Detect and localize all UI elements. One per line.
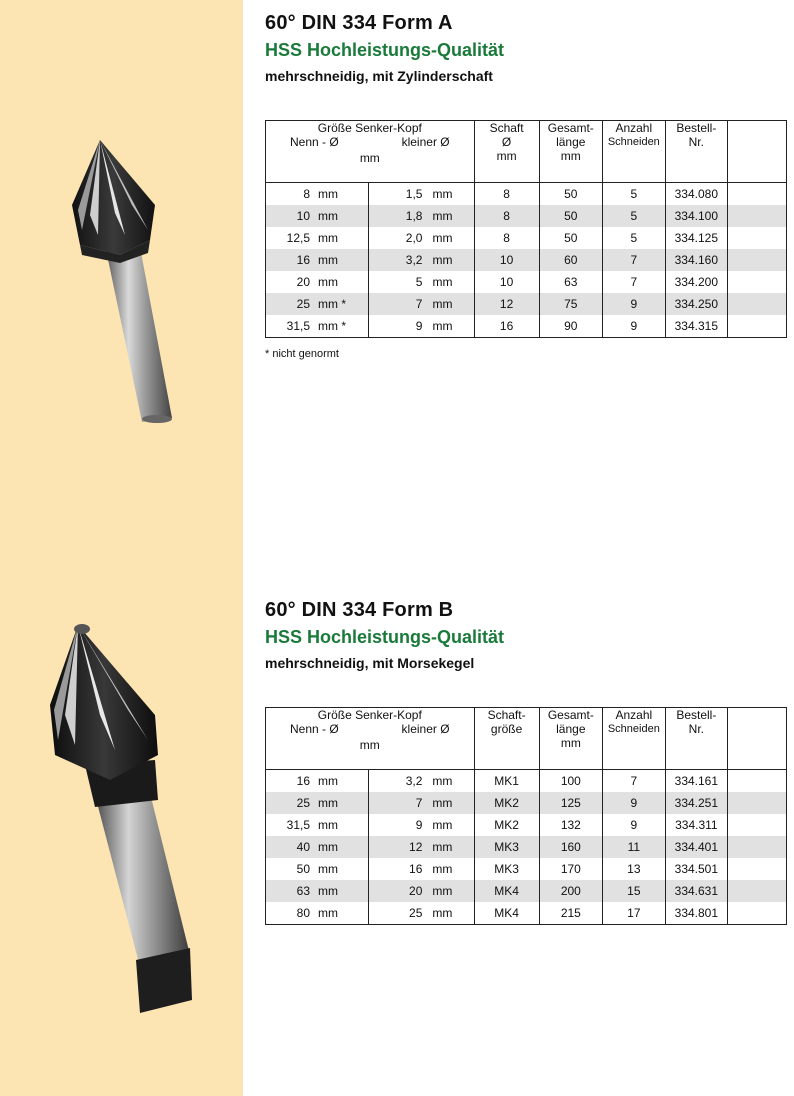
cell-order-number: 334.160 bbox=[665, 249, 727, 271]
cell-shaft: MK3 bbox=[474, 836, 539, 858]
header-order-l2: Nr. bbox=[688, 722, 705, 736]
header-nenn-label: Nenn - Ø bbox=[290, 135, 339, 149]
cell-length: 200 bbox=[539, 880, 602, 902]
nenn-value: 25 bbox=[296, 297, 310, 311]
cell-length: 90 bbox=[539, 315, 602, 338]
nenn-value: 10 bbox=[296, 209, 310, 223]
cell-shaft: 16 bbox=[474, 315, 539, 338]
cell-empty bbox=[728, 205, 787, 227]
cell-order-number: 334.125 bbox=[665, 227, 727, 249]
cell-shaft: 10 bbox=[474, 249, 539, 271]
header-order bbox=[665, 708, 727, 770]
nenn-unit: mm * bbox=[318, 297, 346, 311]
nenn-value: 20 bbox=[296, 275, 310, 289]
cell-count: 9 bbox=[603, 792, 666, 814]
kleiner-unit: mm bbox=[432, 275, 453, 289]
cell-shaft: 8 bbox=[474, 183, 539, 206]
section-form-b bbox=[265, 597, 790, 920]
header-empty bbox=[728, 708, 787, 770]
kleiner-unit: mm bbox=[432, 862, 453, 876]
kleiner-value: 2,0 bbox=[405, 231, 423, 245]
table-row bbox=[266, 315, 787, 338]
cell-kleiner bbox=[369, 902, 474, 925]
table-row bbox=[266, 271, 787, 293]
section-subtitle: HSS Hochleistungs-Qualität bbox=[265, 627, 505, 647]
cell-nenn bbox=[266, 315, 369, 338]
countersink-morse-taper-image bbox=[40, 615, 210, 1020]
nenn-unit: mm bbox=[318, 796, 338, 810]
cell-kleiner bbox=[369, 183, 474, 206]
nenn-unit: mm bbox=[318, 884, 338, 898]
cell-count: 9 bbox=[602, 315, 665, 338]
kleiner-unit: mm bbox=[432, 818, 453, 832]
nenn-unit: mm bbox=[318, 253, 338, 267]
header-empty bbox=[728, 121, 787, 183]
cell-nenn bbox=[266, 836, 369, 858]
header-count-l2: Schneiden bbox=[607, 136, 660, 148]
section-subtitle: HSS Hochleistungs-Qualität bbox=[265, 40, 505, 60]
table-row bbox=[266, 205, 787, 227]
cell-count: 9 bbox=[603, 814, 666, 836]
kleiner-value: 16 bbox=[409, 862, 423, 876]
cell-order-number: 334.250 bbox=[665, 293, 727, 315]
kleiner-unit: mm bbox=[432, 840, 453, 854]
nenn-value: 8 bbox=[303, 187, 310, 201]
table-row bbox=[266, 249, 787, 271]
kleiner-unit: mm bbox=[432, 319, 453, 333]
cell-nenn bbox=[266, 792, 369, 814]
header-kleiner-label: kleiner Ø bbox=[401, 722, 450, 736]
cell-length: 60 bbox=[539, 249, 602, 271]
header-shaft bbox=[474, 121, 539, 183]
cell-kleiner bbox=[369, 205, 474, 227]
cell-empty bbox=[728, 814, 787, 836]
kleiner-value: 3,2 bbox=[405, 774, 423, 788]
cell-kleiner bbox=[369, 858, 474, 880]
header-count bbox=[603, 708, 666, 770]
cell-length: 132 bbox=[539, 814, 602, 836]
header-length bbox=[539, 708, 602, 770]
cell-kleiner bbox=[369, 271, 474, 293]
cell-shaft: MK4 bbox=[474, 902, 539, 925]
nenn-unit: mm bbox=[318, 774, 338, 788]
cell-count: 5 bbox=[602, 227, 665, 249]
cell-order-number: 334.315 bbox=[665, 315, 727, 338]
footnote: * nicht genormt bbox=[265, 348, 339, 360]
cell-shaft: MK4 bbox=[474, 880, 539, 902]
nenn-value: 31,5 bbox=[286, 818, 310, 832]
cell-kleiner bbox=[369, 770, 474, 793]
section-description: mehrschneidig, mit Morsekegel bbox=[265, 655, 475, 671]
cell-length: 75 bbox=[539, 293, 602, 315]
cell-count: 15 bbox=[603, 880, 666, 902]
cell-empty bbox=[728, 902, 787, 925]
kleiner-value: 9 bbox=[415, 818, 423, 832]
cell-kleiner bbox=[369, 880, 474, 902]
cell-nenn bbox=[266, 205, 369, 227]
cell-empty bbox=[728, 271, 787, 293]
header-order-l2: Nr. bbox=[688, 135, 704, 149]
nenn-unit: mm bbox=[318, 275, 338, 289]
cell-length: 50 bbox=[539, 205, 602, 227]
cell-nenn bbox=[266, 902, 369, 925]
nenn-unit: mm bbox=[318, 818, 338, 832]
cell-nenn bbox=[266, 293, 369, 315]
kleiner-value: 7 bbox=[415, 796, 423, 810]
cell-length: 100 bbox=[539, 770, 602, 793]
table-body bbox=[266, 770, 787, 925]
cell-nenn bbox=[266, 770, 369, 793]
cell-kleiner bbox=[369, 792, 474, 814]
header-shaft-l2: Ø bbox=[501, 135, 512, 149]
kleiner-unit: mm bbox=[432, 253, 453, 267]
header-nenn-label: Nenn - Ø bbox=[290, 722, 339, 736]
header-shaft-l1: Schaft- bbox=[487, 708, 526, 722]
nenn-value: 63 bbox=[296, 884, 310, 898]
kleiner-unit: mm bbox=[432, 187, 453, 201]
cell-empty bbox=[728, 183, 787, 206]
cell-shaft: 10 bbox=[474, 271, 539, 293]
header-length-l2: länge bbox=[556, 722, 586, 736]
table-row bbox=[266, 227, 787, 249]
section-description: mehrschneidig, mit Zylinderschaft bbox=[265, 68, 493, 84]
kleiner-value: 20 bbox=[409, 884, 423, 898]
cell-nenn bbox=[266, 249, 369, 271]
cell-empty bbox=[728, 836, 787, 858]
header-shaft bbox=[474, 708, 539, 770]
cell-length: 160 bbox=[539, 836, 602, 858]
kleiner-value: 7 bbox=[415, 297, 423, 311]
header-size-unit: mm bbox=[359, 151, 380, 165]
cell-shaft: MK1 bbox=[474, 770, 539, 793]
cell-count: 5 bbox=[602, 205, 665, 227]
table-header-row bbox=[266, 121, 787, 183]
cell-length: 215 bbox=[539, 902, 602, 925]
cell-count: 13 bbox=[603, 858, 666, 880]
cell-count: 7 bbox=[603, 770, 666, 793]
cell-nenn bbox=[266, 183, 369, 206]
table-row bbox=[266, 293, 787, 315]
header-size-label: Größe Senker-Kopf bbox=[317, 121, 422, 135]
section-title: 60° DIN 334 Form A bbox=[265, 12, 453, 34]
cell-order-number: 334.311 bbox=[665, 814, 727, 836]
nenn-unit: mm bbox=[318, 862, 338, 876]
cell-shaft: MK3 bbox=[474, 858, 539, 880]
cell-empty bbox=[728, 249, 787, 271]
table-body bbox=[266, 183, 787, 338]
cell-count: 11 bbox=[603, 836, 666, 858]
header-count-l2: Schneiden bbox=[607, 723, 660, 735]
table-row bbox=[266, 858, 787, 880]
nenn-unit: mm * bbox=[318, 319, 346, 333]
kleiner-unit: mm bbox=[432, 231, 453, 245]
cell-empty bbox=[728, 315, 787, 338]
kleiner-value: 1,8 bbox=[405, 209, 423, 223]
header-size bbox=[266, 708, 475, 770]
cell-order-number: 334.100 bbox=[665, 205, 727, 227]
header-length-l2: länge bbox=[556, 135, 586, 149]
header-size-unit: mm bbox=[359, 738, 380, 752]
cell-nenn bbox=[266, 814, 369, 836]
cell-shaft: MK2 bbox=[474, 792, 539, 814]
header-shaft-l1: Schaft bbox=[489, 121, 524, 135]
nenn-value: 80 bbox=[296, 906, 310, 920]
header-count-l1: Anzahl bbox=[615, 708, 653, 722]
kleiner-value: 1,5 bbox=[405, 187, 423, 201]
cell-order-number: 334.401 bbox=[665, 836, 727, 858]
kleiner-value: 3,2 bbox=[405, 253, 423, 267]
kleiner-value: 5 bbox=[415, 275, 423, 289]
cell-order-number: 334.161 bbox=[665, 770, 727, 793]
cell-empty bbox=[728, 858, 787, 880]
nenn-value: 50 bbox=[296, 862, 310, 876]
cell-order-number: 334.801 bbox=[665, 902, 727, 925]
cell-count: 17 bbox=[603, 902, 666, 925]
cell-nenn bbox=[266, 227, 369, 249]
cell-order-number: 334.251 bbox=[665, 792, 727, 814]
cell-shaft: 8 bbox=[474, 227, 539, 249]
cell-order-number: 334.501 bbox=[665, 858, 727, 880]
cell-kleiner bbox=[369, 315, 474, 338]
cell-count: 9 bbox=[602, 293, 665, 315]
spec-table bbox=[265, 120, 787, 338]
table-row bbox=[266, 183, 787, 206]
cell-shaft: 8 bbox=[474, 205, 539, 227]
kleiner-value: 9 bbox=[415, 319, 423, 333]
cell-kleiner bbox=[369, 227, 474, 249]
cell-nenn bbox=[266, 271, 369, 293]
header-size-label: Größe Senker-Kopf bbox=[317, 708, 422, 722]
nenn-value: 12,5 bbox=[286, 231, 310, 245]
kleiner-unit: mm bbox=[432, 774, 453, 788]
kleiner-unit: mm bbox=[432, 884, 453, 898]
nenn-unit: mm bbox=[318, 209, 338, 223]
countersink-cylindrical-shank-image bbox=[70, 135, 180, 430]
cell-order-number: 334.080 bbox=[665, 183, 727, 206]
section-form-a bbox=[265, 10, 790, 333]
kleiner-unit: mm bbox=[432, 906, 453, 920]
section-title: 60° DIN 334 Form B bbox=[265, 599, 454, 621]
cell-kleiner bbox=[369, 814, 474, 836]
cell-length: 50 bbox=[539, 227, 602, 249]
cell-kleiner bbox=[369, 836, 474, 858]
nenn-value: 40 bbox=[296, 840, 310, 854]
cell-nenn bbox=[266, 858, 369, 880]
cell-length: 50 bbox=[539, 183, 602, 206]
cell-empty bbox=[728, 880, 787, 902]
cell-empty bbox=[728, 293, 787, 315]
table-row bbox=[266, 814, 787, 836]
cell-kleiner bbox=[369, 293, 474, 315]
cell-length: 125 bbox=[539, 792, 602, 814]
kleiner-value: 25 bbox=[409, 906, 423, 920]
header-kleiner-label: kleiner Ø bbox=[401, 135, 450, 149]
kleiner-value: 12 bbox=[409, 840, 423, 854]
kleiner-unit: mm bbox=[432, 209, 453, 223]
cell-shaft: 12 bbox=[474, 293, 539, 315]
table-row bbox=[266, 880, 787, 902]
cell-kleiner bbox=[369, 249, 474, 271]
cell-count: 5 bbox=[602, 183, 665, 206]
cell-nenn bbox=[266, 880, 369, 902]
cell-length: 170 bbox=[539, 858, 602, 880]
table-row bbox=[266, 902, 787, 925]
header-shaft-l2: größe bbox=[490, 722, 523, 736]
nenn-value: 25 bbox=[296, 796, 310, 810]
header-length-l3: mm bbox=[560, 736, 581, 750]
header-length-l3: mm bbox=[560, 149, 581, 163]
cell-empty bbox=[728, 792, 787, 814]
cell-order-number: 334.200 bbox=[665, 271, 727, 293]
header-order-l1: Bestell- bbox=[676, 121, 717, 135]
table-row bbox=[266, 836, 787, 858]
cell-empty bbox=[728, 770, 787, 793]
header-length bbox=[539, 121, 602, 183]
cell-empty bbox=[728, 227, 787, 249]
header-order-l1: Bestell- bbox=[676, 708, 717, 722]
header-size bbox=[266, 121, 475, 183]
header-length-l1: Gesamt- bbox=[547, 121, 594, 135]
nenn-unit: mm bbox=[318, 906, 338, 920]
cell-length: 63 bbox=[539, 271, 602, 293]
spec-table bbox=[265, 707, 787, 925]
header-count bbox=[602, 121, 665, 183]
kleiner-unit: mm bbox=[432, 796, 453, 810]
table-header-row bbox=[266, 708, 787, 770]
table-row bbox=[266, 792, 787, 814]
table-row bbox=[266, 770, 787, 793]
cell-shaft: MK2 bbox=[474, 814, 539, 836]
cell-count: 7 bbox=[602, 249, 665, 271]
nenn-unit: mm bbox=[318, 187, 338, 201]
nenn-unit: mm bbox=[318, 840, 338, 854]
header-count-l1: Anzahl bbox=[615, 121, 653, 135]
nenn-value: 31,5 bbox=[286, 319, 310, 333]
nenn-value: 16 bbox=[296, 774, 310, 788]
cell-count: 7 bbox=[602, 271, 665, 293]
header-length-l1: Gesamt- bbox=[547, 708, 594, 722]
header-order bbox=[665, 121, 727, 183]
cell-order-number: 334.631 bbox=[665, 880, 727, 902]
nenn-value: 16 bbox=[296, 253, 310, 267]
header-shaft-l3: mm bbox=[496, 149, 517, 163]
nenn-unit: mm bbox=[318, 231, 338, 245]
kleiner-unit: mm bbox=[432, 297, 453, 311]
